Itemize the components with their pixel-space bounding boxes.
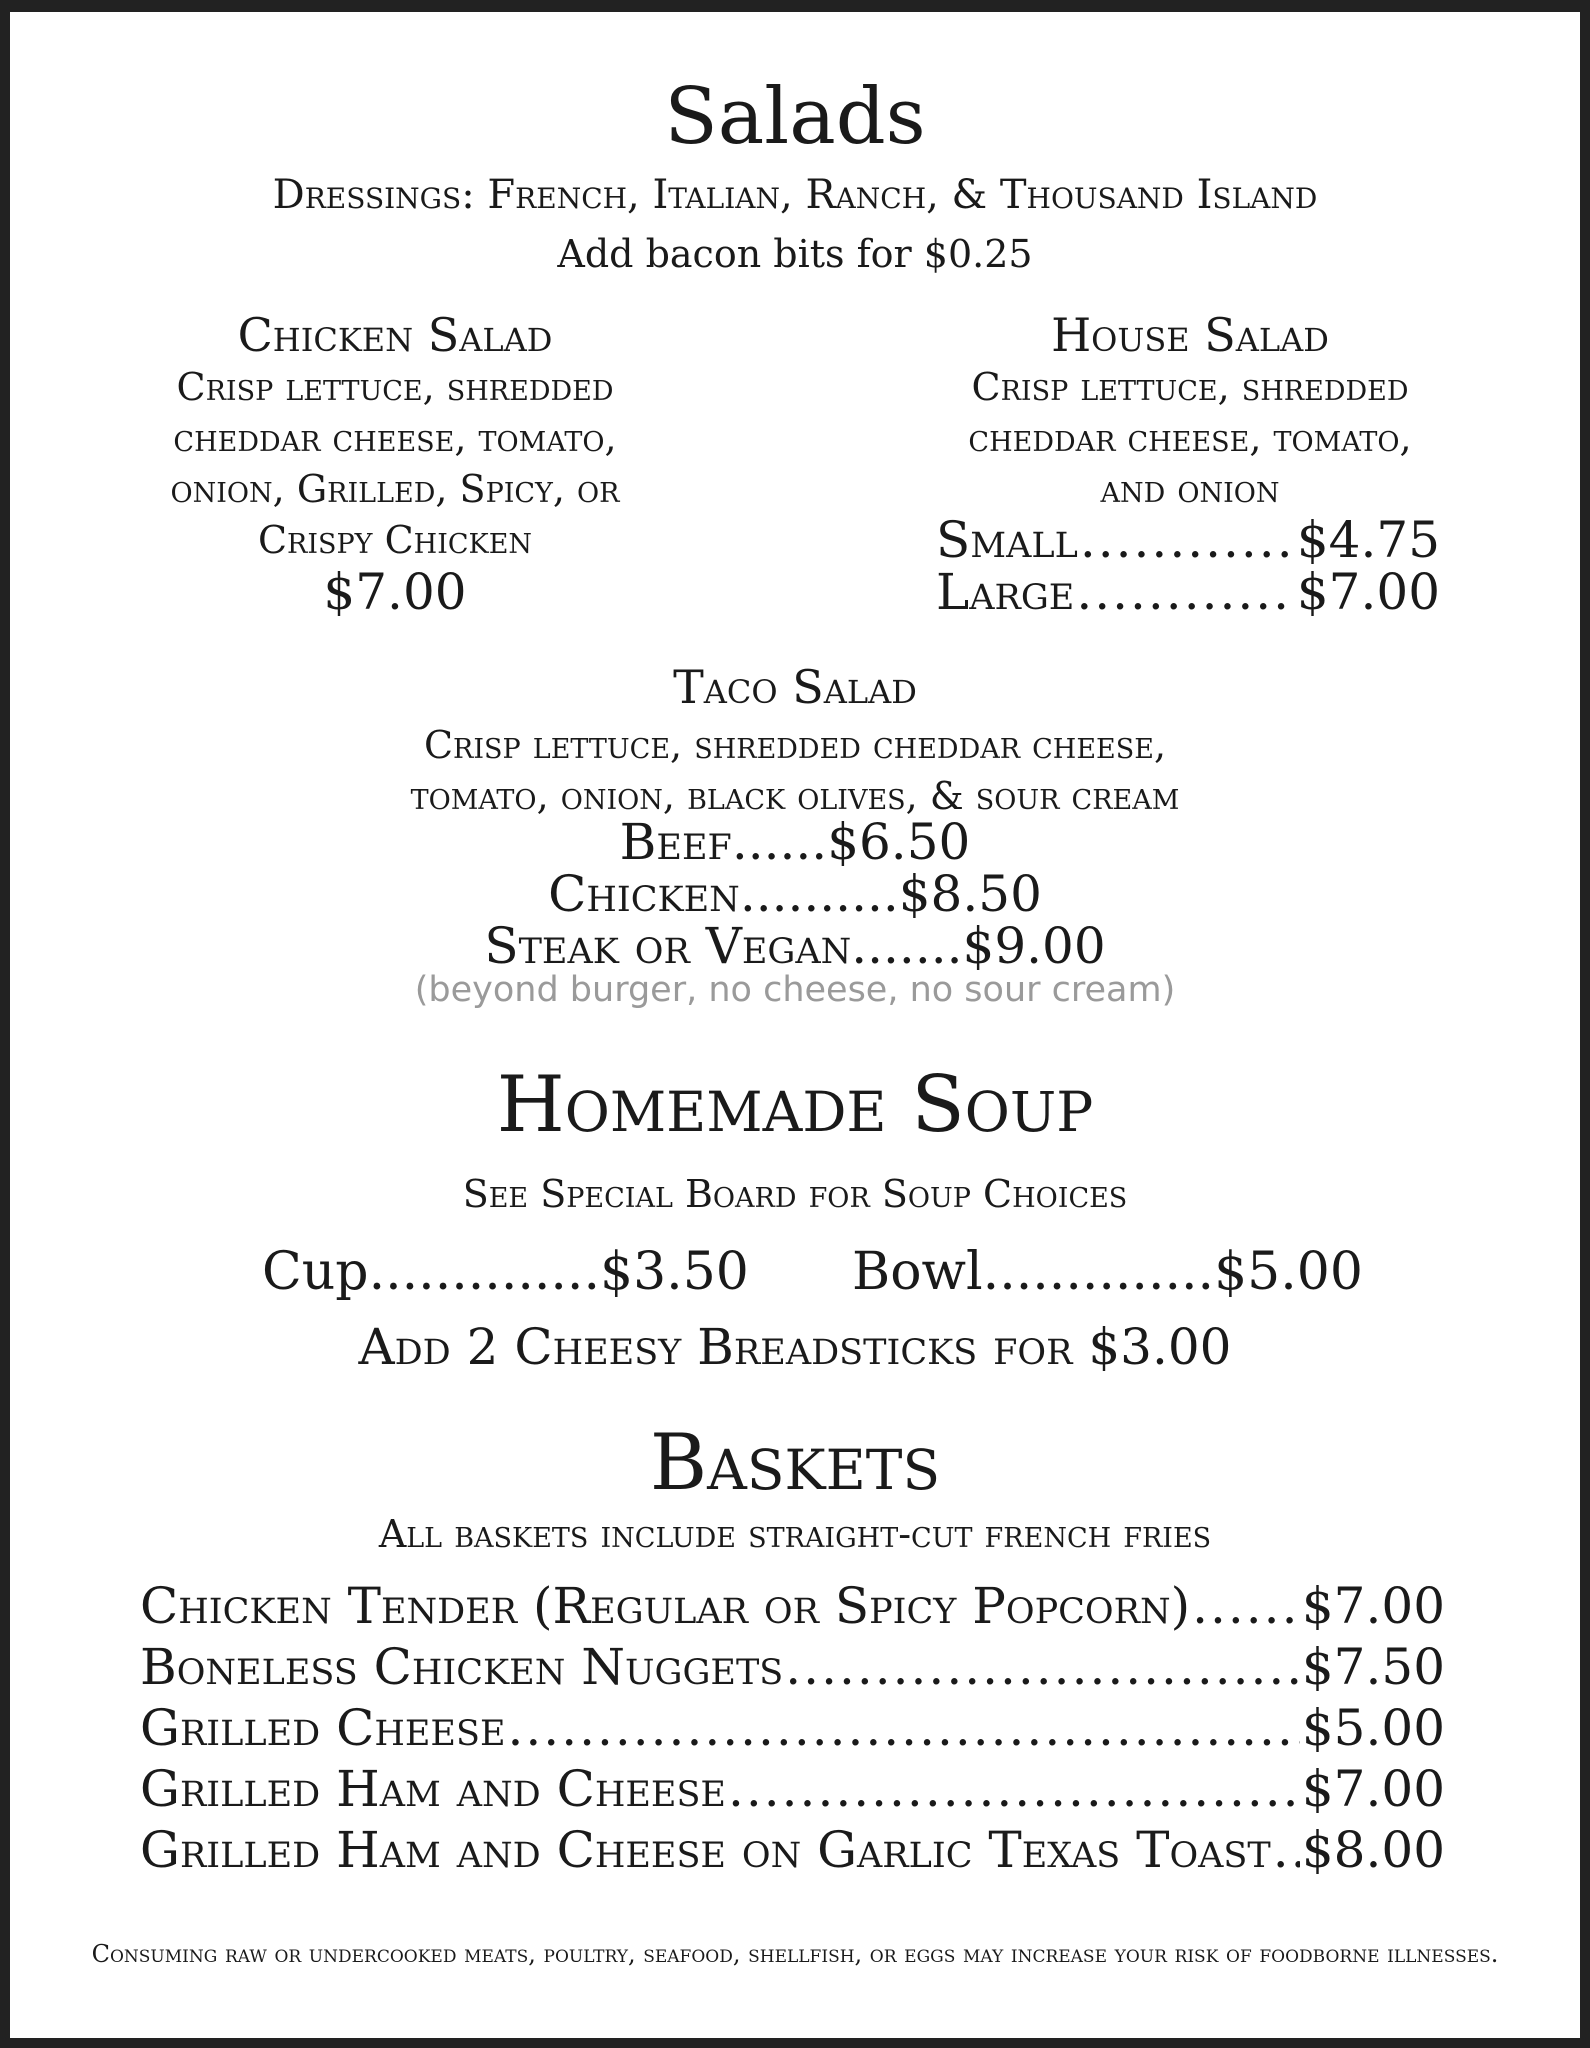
- option-price: $6.50: [827, 813, 971, 871]
- soup-breadsticks-addon: Add 2 Cheesy Breadsticks for $3.00: [358, 1318, 1232, 1376]
- taco-option: Chicken..........$8.50: [548, 865, 1042, 923]
- desc-line: Crisp lettuce, shredded: [176, 365, 614, 409]
- leader-dots: [1076, 566, 1295, 618]
- basket-label: Chicken Tender (Regular or Spicy Popcorn): [140, 1577, 1191, 1635]
- leader-dots: [508, 1698, 1300, 1759]
- house-salad-name: House Salad: [1051, 308, 1329, 362]
- price-row: [936, 563, 1440, 621]
- basket-item: [140, 1576, 1445, 1637]
- house-salad-desc: [950, 362, 1430, 515]
- soup-bowl-price: Bowl..............$5.00: [852, 1242, 1363, 1302]
- basket-item: [140, 1637, 1445, 1698]
- leader-dots: [1192, 1576, 1300, 1637]
- leader-dots: [1080, 514, 1295, 566]
- desc-line: onion, Grilled, Spicy, or: [170, 467, 620, 511]
- soup-cup-price: Cup..............$3.50: [262, 1242, 749, 1302]
- option-price: $9.00: [962, 917, 1106, 975]
- chicken-salad-desc: [150, 362, 640, 566]
- size-price: $7.00: [1296, 563, 1440, 621]
- leader-dots: [1273, 1820, 1300, 1881]
- leader-dots: [728, 1759, 1300, 1820]
- salads-dressings: Dressings: French, Italian, Ranch, & Thousand Island: [272, 172, 1318, 218]
- basket-item: [140, 1820, 1445, 1881]
- bowl-price: $5.00: [1214, 1242, 1363, 1302]
- basket-price: $8.00: [1301, 1821, 1445, 1879]
- cup-label: Cup: [262, 1242, 369, 1302]
- taco-salad-name: Taco Salad: [673, 660, 917, 714]
- salads-bacon-addon: Add bacon bits for $0.25: [557, 232, 1033, 276]
- house-salad-sizes: [936, 511, 1440, 621]
- option-price: $8.50: [898, 865, 1042, 923]
- taco-option: Steak or Vegan.......$9.00: [484, 917, 1106, 975]
- chicken-salad-price: $7.00: [323, 563, 467, 621]
- basket-price: $5.00: [1301, 1699, 1445, 1757]
- desc-line: Crisp lettuce, shredded: [971, 365, 1409, 409]
- desc-line: cheddar cheese, tomato,: [173, 416, 617, 460]
- option-label: Beef: [619, 813, 732, 871]
- cup-price: $3.50: [600, 1242, 749, 1302]
- size-price: $4.75: [1296, 511, 1440, 569]
- desc-line: cheddar cheese, tomato,: [968, 416, 1412, 460]
- basket-label: Grilled Cheese: [140, 1699, 506, 1757]
- size-label: Small: [936, 511, 1078, 569]
- basket-label: Boneless Chicken Nuggets: [140, 1638, 784, 1696]
- taco-salad-desc: [0, 720, 1590, 822]
- taco-option: Beef......$6.50: [619, 813, 971, 871]
- basket-label: Grilled Ham and Cheese on Garlic Texas Toast: [140, 1821, 1271, 1879]
- basket-price: $7.50: [1301, 1638, 1445, 1696]
- basket-item: [140, 1698, 1445, 1759]
- salads-title: Salads: [664, 72, 926, 162]
- house-salad: [950, 308, 1430, 515]
- size-label: Large: [936, 563, 1075, 621]
- taco-salad-options: [0, 813, 1590, 975]
- chicken-salad-name: Chicken Salad: [237, 308, 553, 362]
- desc-line: and onion: [1100, 467, 1280, 511]
- basket-label: Grilled Ham and Cheese: [140, 1760, 726, 1818]
- taco-salad-vegan-note: (beyond burger, no cheese, no sour cream): [414, 970, 1176, 1010]
- baskets-list: [140, 1576, 1445, 1881]
- option-label: Chicken: [548, 865, 740, 923]
- desc-line: Crispy Chicken: [257, 518, 533, 562]
- chicken-salad: [150, 308, 640, 621]
- baskets-title: Baskets: [649, 1418, 941, 1508]
- option-label: Steak or Vegan: [484, 917, 852, 975]
- desc-line: Crisp lettuce, shredded cheddar cheese,: [423, 723, 1167, 767]
- basket-price: $7.00: [1301, 1760, 1445, 1818]
- food-safety-disclaimer: Consuming raw or undercooked meats, poultry, seafood, shellfish, or eggs may increase your risk of foodborne illnesses.: [91, 1940, 1499, 1968]
- basket-price: $7.00: [1301, 1577, 1445, 1635]
- basket-item: [140, 1759, 1445, 1820]
- bowl-label: Bowl: [852, 1242, 983, 1302]
- soup-title: Homemade Soup: [496, 1060, 1094, 1150]
- baskets-subtitle: All baskets include straight-cut french fries: [378, 1512, 1212, 1556]
- leader-dots: [785, 1637, 1300, 1698]
- soup-subtitle: See Special Board for Soup Choices: [462, 1172, 1128, 1216]
- price-row: [936, 511, 1440, 569]
- desc-line: tomato, onion, black olives, & sour cream: [410, 774, 1180, 818]
